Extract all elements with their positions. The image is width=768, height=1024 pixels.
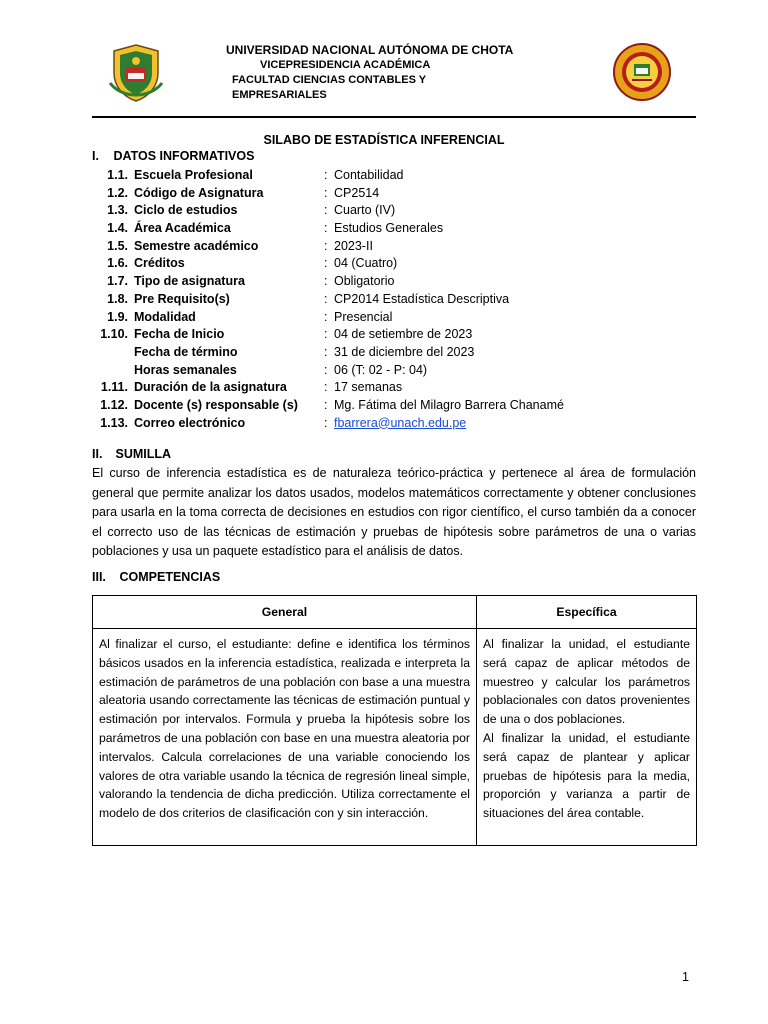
info-colon: :: [324, 362, 328, 377]
university-seal-logo: [106, 43, 166, 103]
section-title: SUMILLA: [115, 447, 172, 461]
university-name: UNIVERSIDAD NACIONAL AUTÓNOMA DE CHOTA: [226, 43, 514, 57]
section-number: II.: [92, 447, 103, 461]
general-competence-cell: [93, 629, 477, 846]
info-label: Fecha de Inicio: [134, 327, 225, 342]
table-row: [93, 629, 697, 846]
info-value: CP2014 Estadística Descriptiva: [334, 291, 510, 306]
info-num: 1.4.: [107, 221, 128, 236]
specific-competence-1: Al finalizar la unidad, el estudiante será capaz de aplicar métodos de muestreo y calcular los parámetros poblacionales con datos provenientes de una o dos poblaciones.: [483, 637, 690, 727]
faculty-line-2: EMPRESARIALES: [232, 89, 327, 101]
faculty-seal-logo: [612, 42, 672, 102]
info-colon: :: [324, 168, 328, 182]
info-colon: :: [324, 291, 328, 306]
info-colon: :: [324, 185, 328, 200]
info-value: Mg. Fátima del Milagro Barrera Chanamé: [334, 397, 564, 412]
info-label: Modalidad: [134, 309, 196, 324]
info-list: [92, 167, 696, 432]
info-row: [92, 344, 696, 362]
info-value: Obligatorio: [334, 274, 395, 289]
info-value: 2023-II: [334, 238, 373, 253]
info-row: [92, 362, 696, 380]
info-label: Correo electrónico: [134, 415, 246, 430]
info-colon: :: [324, 415, 328, 430]
info-row: [92, 238, 696, 256]
info-label: Área Académica: [134, 221, 231, 236]
faculty-line-1: FACULTAD CIENCIAS CONTABLES Y: [232, 74, 427, 86]
info-colon: :: [324, 238, 328, 253]
info-row: [92, 326, 696, 344]
info-row: [92, 273, 696, 291]
info-num: 1.11.: [100, 380, 128, 395]
info-num: 1.9.: [107, 309, 128, 324]
info-value: 06 (T: 02 - P: 04): [334, 362, 428, 377]
competencias-table: [92, 595, 697, 846]
info-num: 1.3.: [107, 203, 128, 218]
info-row: [92, 379, 696, 397]
specific-competence-cell: [477, 629, 697, 846]
info-colon: :: [324, 327, 328, 342]
info-num: 1.12.: [100, 397, 128, 412]
info-num: 1.10.: [100, 327, 128, 342]
info-num: 1.7.: [107, 274, 128, 289]
info-value: 17 semanas: [334, 380, 403, 395]
section-competencias: [92, 570, 220, 584]
info-value: 04 (Cuatro): [334, 256, 398, 271]
info-label: Fecha de término: [134, 344, 238, 359]
info-num: 1.8.: [107, 291, 128, 306]
info-label: Semestre académico: [134, 238, 259, 253]
email-link[interactable]: fbarrera@unach.edu.pe: [334, 415, 467, 430]
info-colon: :: [324, 309, 328, 324]
info-row: [92, 291, 696, 309]
info-row: [92, 309, 696, 327]
page-number: 1: [682, 970, 689, 984]
info-num: 1.1.: [107, 168, 128, 182]
header-divider: [92, 116, 696, 118]
info-value: Presencial: [334, 309, 393, 324]
info-row: [92, 397, 696, 415]
info-label: Docente (s) responsable (s): [134, 397, 298, 412]
info-value: CP2514: [334, 185, 380, 200]
col-header-general: General: [93, 596, 477, 629]
section-sumilla: [92, 447, 171, 461]
section-title: DATOS INFORMATIVOS: [113, 149, 255, 163]
info-label: Tipo de asignatura: [134, 274, 245, 289]
info-value: 31 de diciembre del 2023: [334, 344, 475, 359]
vice-presidency: VICEPRESIDENCIA ACADÉMICA: [260, 59, 431, 71]
info-row: [92, 202, 696, 220]
info-label: Pre Requisito(s): [134, 291, 230, 306]
info-row: [92, 185, 696, 203]
info-row: [92, 220, 696, 238]
info-colon: :: [324, 274, 328, 289]
col-header-especifica: Específica: [477, 596, 697, 629]
section-title: COMPETENCIAS: [119, 570, 221, 584]
info-num: 1.13.: [100, 415, 128, 430]
info-colon: :: [324, 344, 328, 359]
info-label: Código de Asignatura: [134, 185, 264, 200]
section-number: III.: [92, 570, 106, 584]
info-value: Contabilidad: [334, 168, 404, 182]
info-colon: :: [324, 203, 328, 218]
info-label: Ciclo de estudios: [134, 203, 238, 218]
info-value: Estudios Generales: [334, 221, 444, 236]
document-title: SILABO DE ESTADÍSTICA INFERENCIAL: [263, 133, 505, 147]
info-row: [92, 255, 696, 273]
info-colon: :: [324, 256, 328, 271]
info-value: 04 de setiembre de 2023: [334, 327, 473, 342]
info-label: Escuela Profesional: [134, 168, 253, 182]
info-row: [92, 167, 696, 185]
info-value: Cuarto (IV): [334, 203, 396, 218]
table-header-row: [93, 596, 697, 629]
info-label: Créditos: [134, 256, 185, 271]
general-competence-text: Al finalizar el curso, el estudiante: define e identifica los términos básicos usados en la inferencia estadística, realizada e interpreta la estimación de parámetros de una población con base a una muestra aleatoria usando correctamente las técnicas de estimación puntual y estimación por intervalos. Formula y prueba la hipótesis sobre los parámetros de una población con base en una muestra aleatoria por intervalos. Calcula correlaciones de una variable conociendo los valores de otra variable usando la técnica de regresión lineal simple, valorando la tendencia de dicha predicción. Utiliza correctamente el modelo de dos criterios de clasificación con y sin interacción.: [99, 637, 470, 821]
section-number: I.: [92, 149, 99, 163]
info-colon: :: [324, 397, 328, 412]
info-colon: :: [324, 221, 328, 236]
info-num: 1.5.: [107, 238, 128, 253]
info-num: 1.2.: [107, 185, 128, 200]
info-num: 1.6.: [107, 256, 128, 271]
info-row: [92, 415, 696, 433]
info-colon: :: [324, 380, 328, 395]
info-label: Horas semanales: [134, 362, 237, 377]
specific-competence-2: Al finalizar la unidad, el estudiante será capaz de plantear y aplicar pruebas de hipótesis para la media, proporción y varianza a partir de situaciones del área contable.: [483, 730, 690, 821]
sumilla-paragraph: El curso de inferencia estadística es de naturaleza teórico-práctica y pertenece al área de formulación general que permite analizar los datos usados, modelos matemáticos correctamente y obtener conclusiones para usarla en la toma correcta de decisiones en estudios con rigor científico, el curso también da a conocer el correcto uso de las técnicas de estimación y pruebas de hipótesis sobre parámetros de una o varias poblaciones y usa un paquete estadístico para el análisis de datos.: [92, 466, 696, 558]
info-label: Duración de la asignatura: [134, 380, 287, 395]
section-datos-informativos: [92, 149, 254, 163]
